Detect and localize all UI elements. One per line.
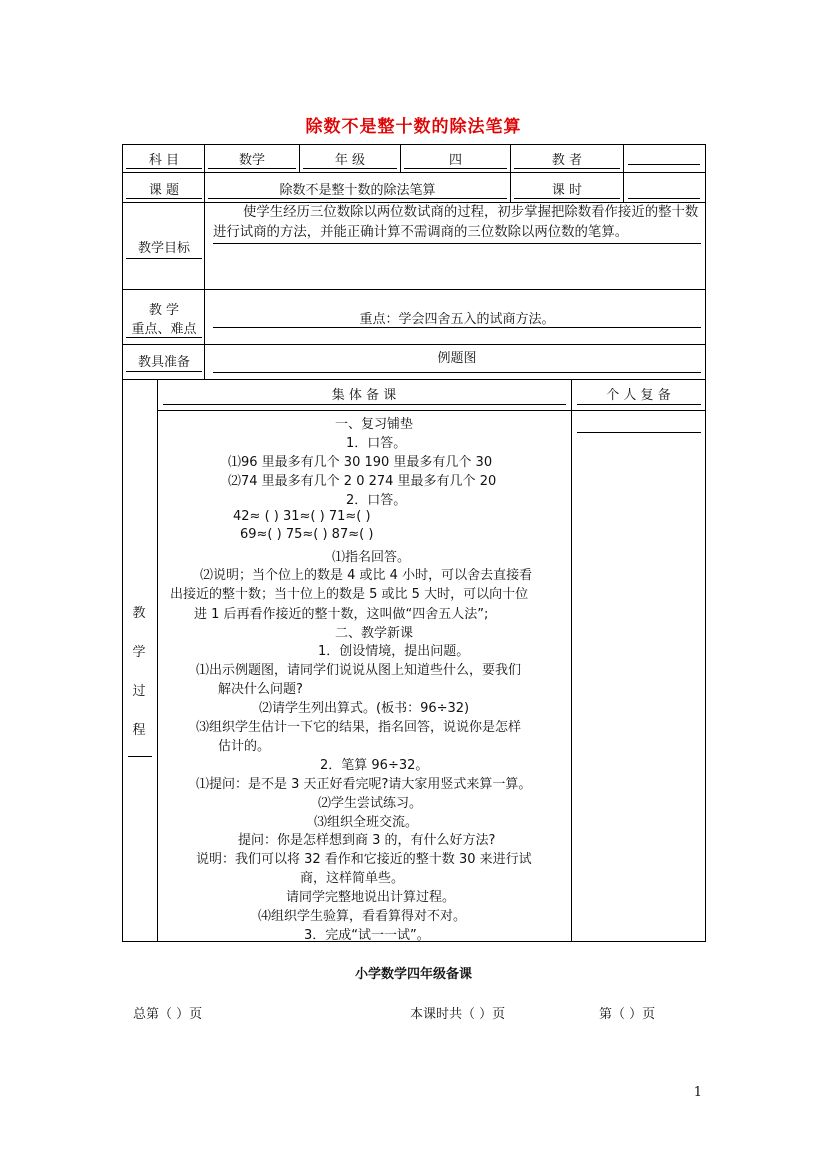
underline xyxy=(208,168,296,169)
column-divider xyxy=(400,144,401,172)
process-line: ⑵74 里最多有几个 2 0 274 里最多有几个 20 xyxy=(228,474,497,489)
teacher-blank xyxy=(628,164,700,165)
underline xyxy=(514,198,620,199)
column-divider xyxy=(623,144,624,202)
process-line: ⑴提问：是不是 3 天正好看完呢?请大家用竖式来算一算。 xyxy=(196,777,532,792)
process-line: ⑷组织学生验算，看看算得对不对。 xyxy=(258,909,467,924)
column-divider xyxy=(204,144,205,379)
underline xyxy=(514,168,620,169)
underline xyxy=(126,168,202,169)
process-line: 2．笔算 96÷32。 xyxy=(320,758,429,773)
underline xyxy=(126,371,202,372)
process-line: ⑴出示例题图，请同学们说说从图上知道些什么，要我们 xyxy=(196,663,522,678)
keypoints-label-line2: 重点、难点 xyxy=(131,322,197,337)
process-line: ⑴指名回答。 xyxy=(332,550,411,565)
process-line: 进 1 后再看作接近的整十数，这叫做“四舍五人法”; xyxy=(194,607,489,622)
teacher-label: 教 者 xyxy=(551,153,583,168)
process-line: ⑵学生尝试练习。 xyxy=(318,796,423,811)
underline xyxy=(404,168,507,169)
process-line: ⑵请学生列出算式。(板书：96÷32) xyxy=(259,701,470,716)
process-line: 42≈ ( ) 31≈( ) 71≈( ) xyxy=(233,509,371,524)
process-line: 估计的。 xyxy=(218,739,271,754)
group-prep-header: 集 体 备 课 xyxy=(331,388,397,403)
keypoints-label-line1: 教 学 xyxy=(148,303,180,318)
column-divider xyxy=(299,144,300,172)
process-label-char: 过 xyxy=(132,684,146,699)
row-divider xyxy=(122,344,706,345)
column-divider xyxy=(571,379,572,942)
column-divider xyxy=(157,379,158,942)
process-line: ⑶组织学生估计一下它的结果，指名回答，说说你是怎样 xyxy=(196,720,522,735)
underline xyxy=(213,327,701,328)
tools-text: 例题图 xyxy=(437,351,477,366)
row-divider xyxy=(157,410,706,411)
subject-label: 科 目 xyxy=(148,153,180,168)
row-divider xyxy=(122,379,706,380)
process-line: ⑵说明；当个位上的数是 4 或比 4 小时，可以舍去直接看 xyxy=(200,568,533,583)
underline xyxy=(213,243,701,244)
process-line: 1．口答。 xyxy=(346,436,407,451)
process-line: 请同学完整地说出计算过程。 xyxy=(286,890,456,905)
process-line: 69≈( ) 75≈( ) 87≈( ) xyxy=(240,527,374,542)
process-line: 1．创设情境，提出问题。 xyxy=(318,644,470,659)
process-line: 2．口答。 xyxy=(346,493,407,508)
underline xyxy=(577,404,701,405)
process-line: 说明：我们可以将 32 看作和它接近的整十数 30 来进行试 xyxy=(196,852,532,867)
process-line: ⑶组织全班交流。 xyxy=(314,815,419,830)
underline xyxy=(303,168,397,169)
goal-text: 使学生经历三位数除以两位数试商的过程，初步掌握把除数看作接近的整十数进行试商的方法，并能正确计算不需调商的三位数除以两位数的笔算。 xyxy=(213,205,699,240)
underline xyxy=(126,198,202,199)
column-divider xyxy=(510,144,511,202)
underline xyxy=(163,404,566,405)
row-divider xyxy=(122,289,706,290)
period-label: 课 时 xyxy=(551,183,583,198)
underline xyxy=(208,198,507,199)
period-blank xyxy=(628,198,700,199)
topic-label: 课 题 xyxy=(148,183,180,198)
grade-value: 四 xyxy=(448,153,462,168)
tools-label: 教具准备 xyxy=(137,355,190,370)
personal-prep-blank xyxy=(577,432,701,433)
lesson-pages: 本课时共（ ）页 xyxy=(410,1007,506,1022)
page-title: 除数不是整十数的除法笔算 xyxy=(305,117,522,137)
process-line: 解决什么问题? xyxy=(218,682,303,697)
total-pages: 总第（ ）页 xyxy=(133,1007,203,1022)
underline xyxy=(126,258,202,259)
process-line: 一、复习铺垫 xyxy=(335,417,414,432)
topic-value: 除数不是整十数的除法笔算 xyxy=(279,183,436,198)
page-no: 第（ ）页 xyxy=(599,1007,656,1022)
keypoints-text: 重点：学会四舍五入的试商方法。 xyxy=(359,312,555,327)
process-label-char: 教 xyxy=(132,606,146,621)
underline xyxy=(213,372,701,373)
process-line: 提问：你是怎样想到商 3 的，有什么好方法? xyxy=(238,833,496,848)
process-line: ⑴96 里最多有几个 30 190 里最多有几个 30 xyxy=(228,455,493,470)
underline xyxy=(128,756,152,757)
process-line: 商，这样简单些。 xyxy=(300,871,405,886)
process-label-char: 程 xyxy=(132,723,146,738)
underline xyxy=(126,337,202,338)
process-line: 二、教学新课 xyxy=(335,626,414,641)
page-number: 1 xyxy=(693,1085,702,1100)
subject-value: 数学 xyxy=(238,153,265,168)
grade-label: 年 级 xyxy=(334,153,366,168)
process-line: 出接近的整十数；当十位上的数是 5 或比 5 大时，可以向十位 xyxy=(170,587,529,602)
personal-prep-header: 个 人 复 备 xyxy=(606,388,671,403)
process-line: 3．完成“试一一试”。 xyxy=(304,928,430,943)
row-divider xyxy=(122,172,706,173)
footer-caption: 小学数学四年级备课 xyxy=(354,967,472,982)
process-label-char: 学 xyxy=(132,645,146,660)
goal-label: 教学目标 xyxy=(137,241,190,256)
